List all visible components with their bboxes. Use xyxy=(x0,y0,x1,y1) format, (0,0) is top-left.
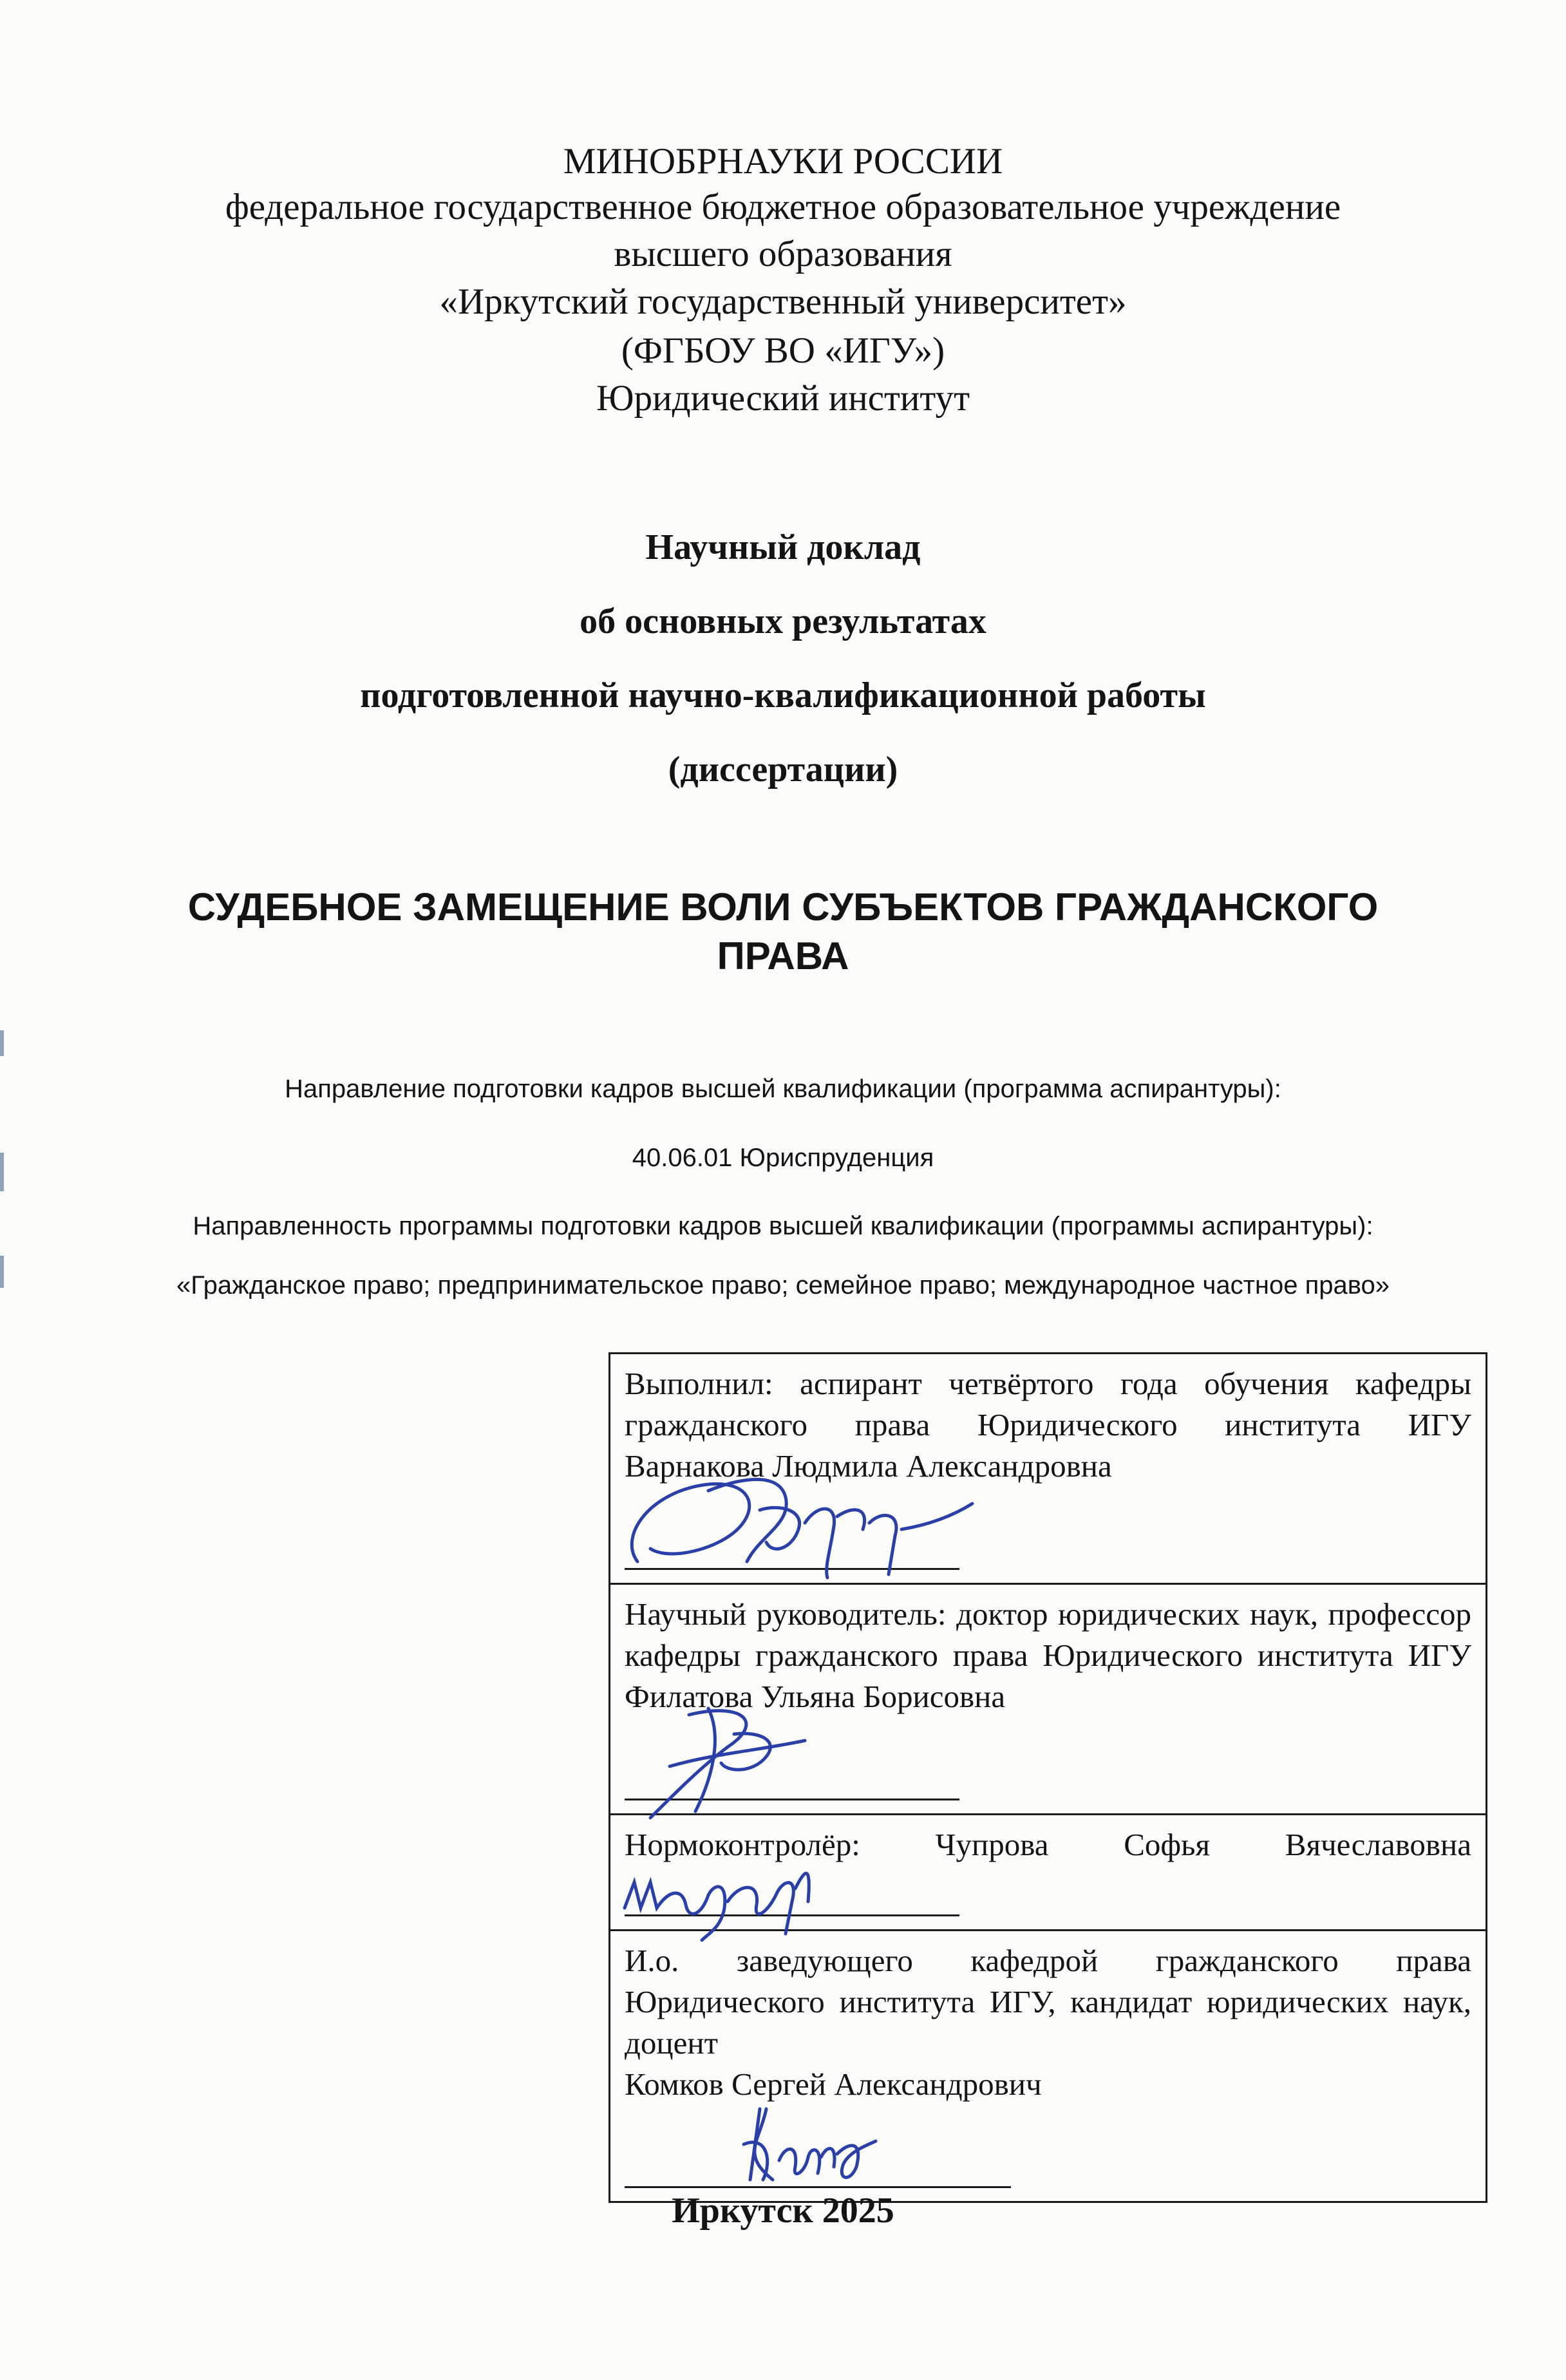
head-signature-icon xyxy=(612,2083,882,2186)
signature-cell xyxy=(610,1354,1487,1584)
direction-label: Направление подготовки кадров высшей квалификации (программа аспирантуры): xyxy=(285,1075,1281,1103)
author-description: Выполнил: аспирант четвёртого года обучения кафедры гражданского права Юридического института ИГУ xyxy=(625,1366,1471,1442)
report-heading-line: Научный доклад xyxy=(645,527,921,567)
signature-cell xyxy=(610,1584,1487,1815)
focus-label: Направленность программы подготовки кадров высшей квалификации (программы аспирантуры): xyxy=(193,1212,1373,1240)
head-name: Комков Сергей Александрович xyxy=(625,2066,1042,2102)
scan-edge-mark xyxy=(0,1030,4,1056)
focus-value: «Гражданское право; предпринимательское право; семейное право; международное частное право» xyxy=(176,1271,1390,1299)
report-heading-line: (диссертации) xyxy=(668,750,898,789)
institution-level: высшего образования xyxy=(614,234,952,274)
signature-row-normcontroller xyxy=(610,1815,1487,1931)
signature-cell xyxy=(610,1815,1487,1931)
dissertation-title-line: СУДЕБНОЕ ЗАМЕЩЕНИЕ ВОЛИ СУБЪЕКТОВ ГРАЖДАНСКОГО xyxy=(187,885,1379,929)
signature-row-head xyxy=(610,1931,1487,2202)
signature-cell xyxy=(610,1931,1487,2202)
author-signature-icon xyxy=(612,1465,998,1581)
university-abbreviation: (ФГБОУ ВО «ИГУ») xyxy=(621,330,945,371)
normcontroller-signature-icon xyxy=(612,1844,844,1940)
signature-row-supervisor xyxy=(610,1584,1487,1815)
institution-type: федеральное государственное бюджетное образовательное учреждение xyxy=(225,187,1341,227)
head-description: И.о. заведующего кафедрой гражданского права Юридического института ИГУ, кандидат юридических наук, доцент xyxy=(625,1943,1471,2061)
head-signature-line xyxy=(625,2109,1011,2188)
direction-value: 40.06.01 Юриспруденция xyxy=(632,1144,934,1172)
supervisor-signature-icon xyxy=(612,1695,869,1824)
supervisor-signature-line xyxy=(625,1721,959,1800)
normcontroller-description: Нормоконтролёр: Чупрова Софья Вячеславовна xyxy=(625,1827,1471,1862)
normcontroller-signature-line xyxy=(625,1869,959,1916)
report-heading-line: об основных результатах xyxy=(580,601,986,641)
ministry-name: МИНОБРНАУКИ РОССИИ xyxy=(563,141,1003,182)
signature-table xyxy=(608,1352,1487,2203)
report-heading-line: подготовленной научно-квалификационной работы xyxy=(360,675,1206,715)
author-name: Варнакова Людмила Александровна xyxy=(625,1448,1112,1484)
city-year: Иркутск 2025 xyxy=(672,2191,894,2231)
dissertation-title-line: ПРАВА xyxy=(717,934,849,978)
author-signature-line xyxy=(625,1491,959,1570)
university-name: «Иркутский государственный университет» xyxy=(439,281,1127,322)
supervisor-description: Научный руководитель: доктор юридических наук, профессор кафедры гражданского права Юридического института ИГУ Филатова Ульяна Борисовна xyxy=(625,1596,1471,1714)
institute-name: Юридический институт xyxy=(596,378,970,419)
signature-row-author xyxy=(610,1354,1487,1584)
